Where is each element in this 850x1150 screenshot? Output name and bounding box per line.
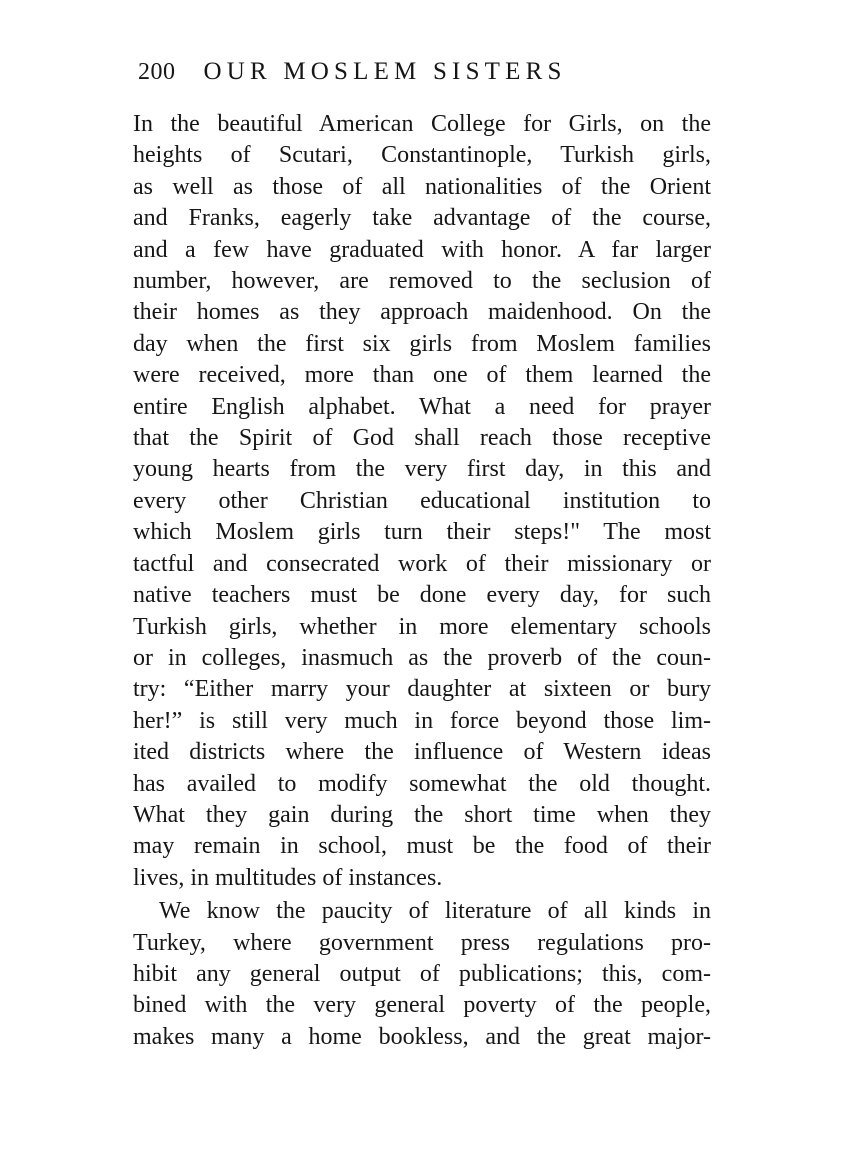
text-line: Turkey, where government press regulations pro- bbox=[133, 929, 711, 956]
text-line: which Moslem girls turn their steps!" The most bbox=[133, 519, 711, 546]
text-line: were received, more than one of them learned the bbox=[133, 362, 711, 389]
text-line: try: “Either marry your daughter at sixteen or bury bbox=[133, 676, 711, 703]
text-line: as well as those of all nationalities of the Orient bbox=[133, 173, 711, 200]
body-text bbox=[133, 109, 711, 1053]
text-line: tactful and consecrated work of their missionary or bbox=[133, 550, 711, 577]
text-line: native teachers must be done every day, for such bbox=[133, 582, 711, 609]
text-line: What they gain during the short time when they bbox=[133, 801, 711, 828]
text-line: day when the first six girls from Moslem families bbox=[133, 330, 711, 357]
text-line: their homes as they approach maidenhood. On the bbox=[133, 299, 711, 326]
text-line: has availed to modify somewhat the old thought. bbox=[133, 770, 711, 797]
text-line: ited districts where the influence of Western ideas bbox=[133, 739, 711, 766]
text-line: hibit any general output of publications; this, com- bbox=[133, 960, 711, 987]
text-line: every other Christian educational institution to bbox=[133, 487, 711, 514]
text-line: that the Spirit of God shall reach those receptive bbox=[133, 425, 711, 452]
text-line: may remain in school, must be the food of their bbox=[133, 833, 711, 860]
text-line: Turkish girls, whether in more elementary schools bbox=[133, 613, 711, 640]
text-line: makes many a home bookless, and the great major- bbox=[133, 1023, 711, 1050]
text-line: lives, in multitudes of instances. bbox=[133, 864, 443, 891]
paragraph-1 bbox=[133, 109, 711, 894]
book-title: OUR MOSLEM SISTERS bbox=[203, 58, 567, 85]
text-line: her!” is still very much in force beyond those lim- bbox=[133, 707, 711, 734]
paragraph-2 bbox=[133, 896, 711, 1053]
text-line: young hearts from the very first day, in this and bbox=[133, 456, 711, 483]
text-line: and Franks, eagerly take advantage of the course, bbox=[133, 205, 711, 232]
text-line: In the beautiful American College for Girls, on the bbox=[133, 111, 711, 137]
text-line: We know the paucity of literature of all kinds in bbox=[159, 898, 711, 925]
text-line: number, however, are removed to the seclusion of bbox=[133, 268, 711, 295]
text-line: entire English alphabet. What a need for prayer bbox=[133, 393, 711, 420]
page-number: 200 bbox=[138, 59, 176, 85]
text-line: heights of Scutari, Constantinople, Turkish girls, bbox=[133, 142, 711, 169]
text-line: and a few have graduated with honor. A far larger bbox=[133, 236, 711, 263]
text-line: bined with the very general poverty of the people, bbox=[133, 992, 711, 1019]
running-head bbox=[138, 58, 738, 94]
text-line: or in colleges, inasmuch as the proverb of the coun- bbox=[133, 644, 711, 671]
